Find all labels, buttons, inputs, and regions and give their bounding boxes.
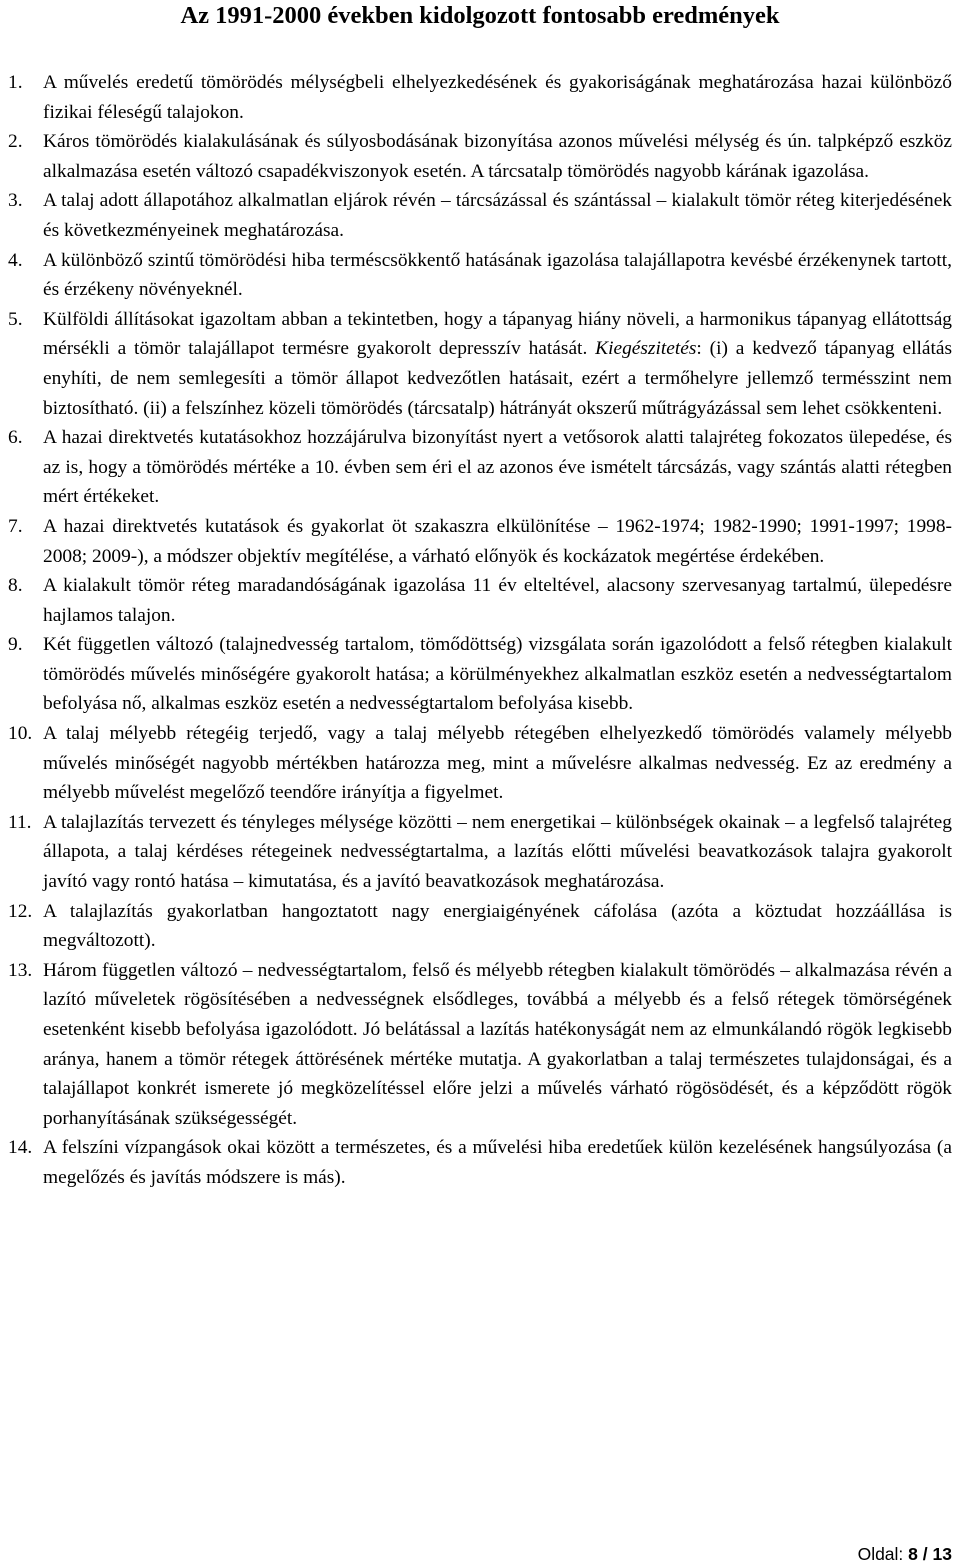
item-text: Három független változó – nedvességtartalom, felső és mélyebb rétegben kialakult tömörödés – alkalmazása révén a lazító műveletek rögösítésében a nedvességnek elsődleges, továbbá a mélyebb és a felső rétegek tömörségének esetenként kisebb befolyása igazolódott. Jó belátással a lazítás hatékonyságát nem az elmunkálandó rögök legkisebb aránya, hanem a tömör rétegek áttörésének mértéke mutatja. A gyakorlatban a talaj természetes tulajdonságai, és a talajállapot konkrét ismerete jó megközelítéssel előre jelzi a művelés várható rögösödését, és a képződött rögök porhanyításának szükségességét.	[43, 959, 952, 1129]
item-text: A talaj mélyebb rétegéig terjedő, vagy a talaj mélyebb rétegében elhelyezkedő tömörödés valamely mélyebb művelés minőségét nagyobb mértékben határozza meg, mint a művelésre alkalmas nedvesség. Ez az eredmény a mélyebb művelést megelőző teendőre irányítja a figyelmet.	[43, 723, 952, 804]
item-number: 3.	[8, 190, 23, 212]
list-item	[8, 512, 952, 571]
item-number: 14.	[8, 1137, 33, 1159]
list-item	[8, 808, 952, 897]
list-item	[8, 1133, 952, 1192]
list-item	[8, 630, 952, 719]
item-number: 5.	[8, 308, 23, 330]
item-emphasis: Kiegészitetés	[595, 338, 697, 360]
item-number: 7.	[8, 515, 23, 537]
item-number: 6.	[8, 427, 23, 449]
item-text: Külföldi állításokat igazoltam abban a tekintetben, hogy a tápanyag hiány növeli, a harmonikus tápanyag ellátottság mérsékli a tömör talajállapot termésre gyakorolt depresszív hatását.	[43, 308, 952, 360]
list-item	[8, 956, 952, 1134]
item-text: Káros tömörödés kialakulásának és súlyosbodásának bizonyítása azonos művelési mélység és ún. talpképző eszköz alkalmazása esetén változó csapadékviszonyok esetén. A tárcsatalp tömörödés nagyobb kárának igazolása.	[43, 131, 952, 182]
page-label: Oldal:	[857, 1544, 904, 1564]
page-title: Az 1991-2000 években kidolgozott fontosabb eredmények	[180, 2, 780, 29]
item-text: A hazai direktvetés kutatások és gyakorlat öt szakaszra elkülönítése – 1962-1974; 1982-1990; 1991-1997; 1998-2008; 2009-), a módszer objektív megítélése, a várható előnyök és kockázatok megértése érdekében.	[43, 515, 952, 567]
item-text: A hazai direktvetés kutatásokhoz hozzájárulva bizonyítást nyert a vetősorok alatti talajréteg fokozatos ülepedése, és az is, hogy a tömörödés mértéke a 10. évben sem éri el az azonos éve ismételt tárcsázás, vagy szántás alatti rétegben mért értékeket.	[43, 427, 952, 508]
list-item	[8, 186, 952, 245]
item-number: 10.	[8, 723, 33, 745]
list-item	[8, 423, 952, 512]
item-text: A talajlazítás tervezett és tényleges mélysége közötti – nem energetikai – különbségek okainak – a legfelső talajréteg állapota, a talaj kérdéses rétegeinek nedvességtartalma, a lazítás előtti művelési beavatkozások talajra gyakorolt javító vagy rontó hatása – kimutatása, és a javító beavatkozások meghatározása.	[43, 811, 952, 893]
list-item	[8, 719, 952, 808]
item-number: 13.	[8, 959, 33, 981]
item-text: A felszíni vízpangások okai között a természetes, és a művelési hiba eredetűek külön kezelésének hangsúlyozása (a megelőzés és javítás módszere is más).	[43, 1137, 952, 1188]
item-number: 11.	[8, 811, 32, 833]
list-item	[8, 305, 952, 423]
item-text: A különböző szintű tömörödési hiba terméscsökkentő hatásának igazolása talajállapotra kevésbé érzékenynek tartott, és érzékeny növényeknél.	[43, 249, 952, 301]
list-item	[8, 246, 952, 305]
page-current: 8	[908, 1544, 918, 1564]
item-text: A talajlazítás gyakorlatban hangoztatott nagy energiaigényének cáfolása (azóta a köztudat hozzáállása is megváltozott).	[43, 900, 952, 952]
page-separator: /	[922, 1544, 928, 1564]
item-text-continued: : (i) a kedvező tápanyag ellátás enyhíti, de nem semlegesíti a tömör állapot kedvezőtlen hatásait, ezért a termőhelyre jellemző termésszint nem biztosítható. (ii) a felszínhez közeli tömörödés (tárcsatalp) hátrányát okszerű műtrágyázással sem lehet csökkenteni.	[43, 338, 952, 419]
item-text: A művelés eredetű tömörödés mélységbeli elhelyezkedésének és gyakoriságának meghatározása hazai különböző fizikai féleségű talajokon.	[43, 72, 952, 123]
item-text: A talaj adott állapotához alkalmatlan eljárok révén – tárcsázással és szántással – kialakult tömör réteg kiterjedésének és következményeinek meghatározása.	[43, 190, 952, 241]
list-item	[8, 68, 952, 127]
list-item	[8, 127, 952, 186]
item-number: 1.	[8, 72, 23, 93]
item-number: 8.	[8, 575, 23, 597]
item-number: 12.	[8, 900, 33, 922]
item-number: 2.	[8, 131, 23, 153]
results-list	[8, 68, 952, 1193]
list-item	[8, 897, 952, 956]
item-number: 9.	[8, 634, 23, 656]
item-text: A kialakult tömör réteg maradandóságának igazolása 11 év elteltével, alacsony szervesanyag tartalmú, ülepedésre hajlamos talajon.	[43, 575, 952, 626]
item-number: 4.	[8, 249, 23, 271]
list-item	[8, 571, 952, 630]
item-text: Két független változó (talajnedvesség tartalom, tömődöttség) vizsgálata során igazolódott a felső rétegben kialakult tömörödés művelés minőségére gyakorolt hatása; a körülményekhez alkalmatlan eszköz esetén a nedvességtartalom befolyása nő, alkalmas eszköz esetén a nedvességtartalom befolyása kisebb.	[43, 634, 952, 715]
page-footer	[858, 1543, 952, 1565]
page-total: 13	[932, 1544, 952, 1564]
